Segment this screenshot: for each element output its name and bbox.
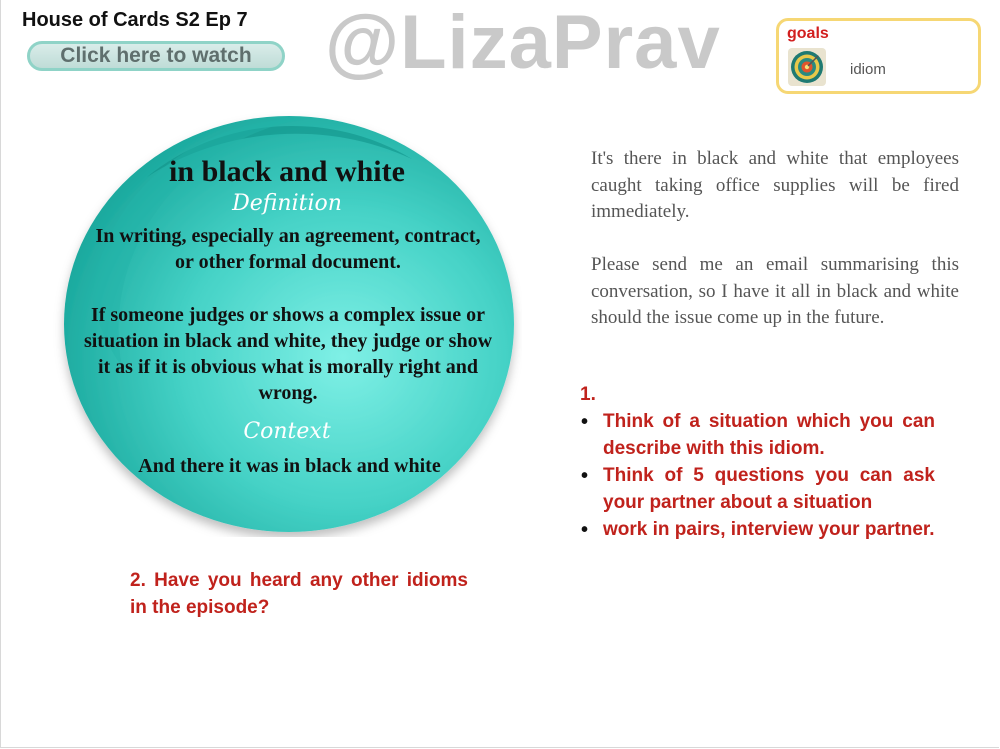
- list-item: [580, 463, 935, 516]
- task-text: work in pairs, interview your partner.: [603, 519, 935, 540]
- example-sentence-1: It's there in black and white that employees caught taking office supplies will be fired immediately.: [591, 148, 959, 222]
- list-item: [580, 517, 935, 544]
- goals-label: goals: [787, 25, 829, 42]
- page-title: House of Cards S2 Ep 7: [22, 9, 248, 31]
- definition-text-1: In writing, especially an agreement, contract, or other formal document.: [95, 225, 481, 273]
- bullet-icon: •: [581, 519, 589, 541]
- watch-button[interactable]: Click here to watch: [27, 41, 285, 71]
- definition-card: [52, 107, 522, 537]
- context-heading: Context: [243, 419, 331, 444]
- example-sentence-2: Please send me an email summarising this conversation, so I have it all in black and white should the issue come up in the future.: [591, 254, 959, 328]
- definition-text-2: If someone judges or shows a complex issue or situation in black and white, they judge or show it as if it is obvious what is morally right and wrong.: [83, 304, 493, 404]
- bullet-icon: •: [581, 465, 589, 487]
- target-icon: [788, 48, 826, 86]
- context-text: And there it was in black and white: [138, 455, 441, 477]
- watermark: @LizaPrav: [325, 0, 721, 85]
- task-number: 1.: [580, 384, 596, 405]
- goals-panel: [776, 18, 981, 94]
- list-item: [580, 409, 935, 462]
- task-text: Think of 5 questions you can ask your partner about a situation: [603, 465, 935, 513]
- bullet-icon: •: [581, 411, 589, 433]
- definition-heading: Definition: [232, 191, 342, 216]
- goals-value: idiom: [850, 61, 886, 78]
- task-text: Think of a situation which you can describe with this idiom.: [603, 411, 935, 459]
- idiom-title: in black and white: [169, 155, 405, 188]
- task-list: [580, 409, 935, 545]
- question-2: 2. Have you heard any other idioms in the episode?: [130, 570, 468, 618]
